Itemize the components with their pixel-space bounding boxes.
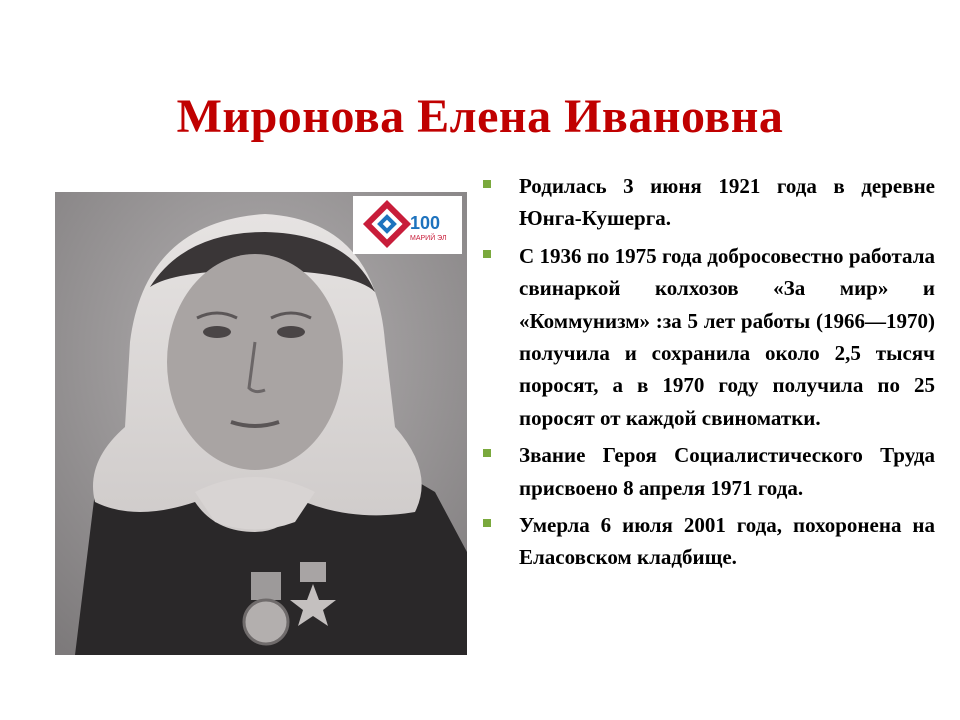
portrait-photo-icon [55,192,467,655]
square-bullet-icon [483,449,491,457]
logo-number: 100 [410,213,441,233]
portrait-photo [55,192,467,655]
list-item [480,439,935,504]
list-item [480,170,935,235]
anniversary-100-logo-icon [353,196,462,254]
list-item [480,240,935,434]
logo-caption: МАРИЙ ЭЛ [410,235,447,242]
bio-list [480,170,935,579]
square-bullet-icon [483,250,491,258]
square-bullet-icon [483,519,491,527]
bio-work: С 1936 по 1975 года добросовестно работала свинаркой колхозов «За мир» и «Коммунизм» :за 5 лет работы (1966—1970) получила и сохранила около 2,5 тысяч поросят, а в 1970 году получила по 25 поросят от каждой свиноматки. [519,243,935,430]
bio-birth: Родилась 3 июня 1921 года в деревне Юнга-Кушерга. [519,174,935,231]
slide-title: Миронова Елена Ивановна [176,90,784,143]
square-bullet-icon [483,180,491,188]
bio-award: Звание Героя Социалистического Труда присвоено 8 апреля 1971 года. [519,443,935,500]
bio-death: Умерла 6 июля 2001 года, похоронена на Еласовском кладбище. [519,513,935,570]
list-item [480,509,935,574]
anniversary-logo [353,196,462,254]
